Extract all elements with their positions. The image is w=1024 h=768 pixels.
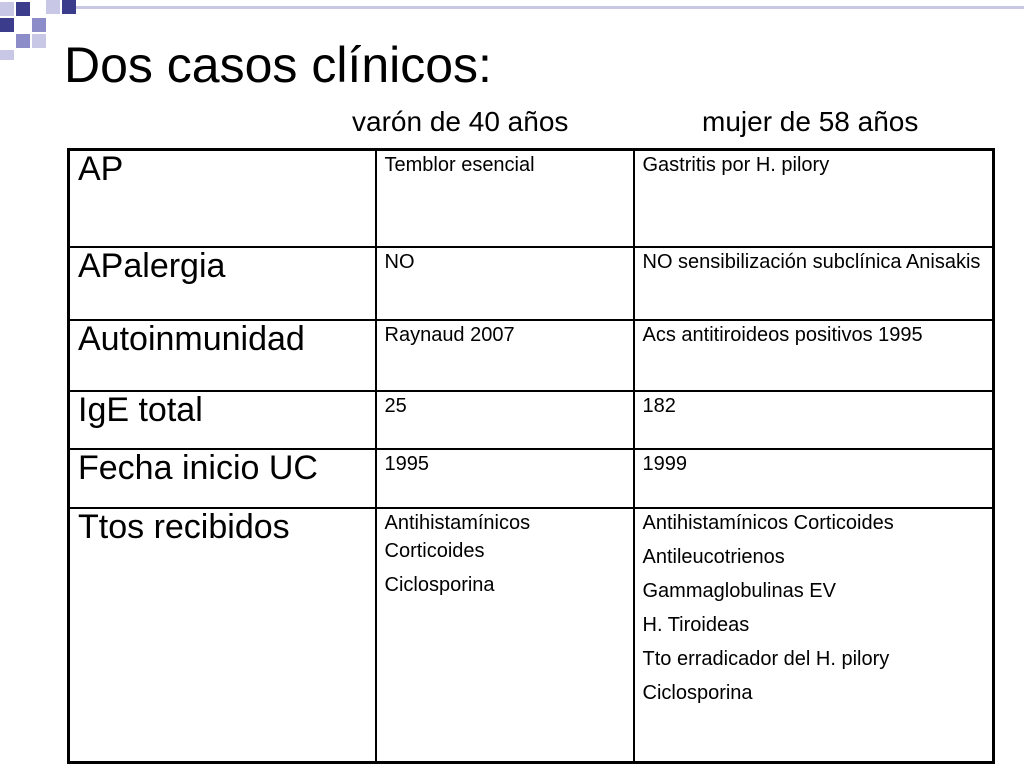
cell-line: H. Tiroideas xyxy=(642,613,750,636)
case-1-cell xyxy=(376,247,634,320)
decor-square xyxy=(0,2,14,16)
cell-line: Antihistamínicos Corticoides xyxy=(642,511,894,534)
case-2-cell xyxy=(634,449,994,508)
decor-square xyxy=(16,2,30,16)
case-2-header: mujer de 58 años xyxy=(702,106,919,137)
table-row xyxy=(69,508,994,763)
decor-square xyxy=(32,34,46,48)
case-2-cell xyxy=(634,508,994,763)
case-2-cell xyxy=(634,150,994,247)
row-label: APalergia xyxy=(69,247,376,320)
cell-line: 1995 xyxy=(384,452,429,475)
cell-line: Antihistamínicos Corticoides xyxy=(384,511,531,562)
decor-square xyxy=(46,0,60,14)
cell-line: Ciclosporina xyxy=(384,573,495,596)
case-1-cell xyxy=(376,508,634,763)
case-1-cell xyxy=(376,320,634,391)
row-label: Autoinmunidad xyxy=(69,320,376,391)
cell-line: Tto erradicador del H. pilory xyxy=(642,647,890,670)
case-2-cell xyxy=(634,391,994,449)
row-label: Fecha inicio UC xyxy=(69,449,376,508)
cell-line: Antileucotrienos xyxy=(642,545,785,568)
cell-line: Ciclosporina xyxy=(642,681,753,704)
slide-title: Dos casos clínicos: xyxy=(64,37,492,93)
decor-square xyxy=(0,50,14,60)
decor-square xyxy=(16,34,30,48)
table-row xyxy=(69,320,994,391)
case-2-cell xyxy=(634,247,994,320)
top-rule xyxy=(76,6,1024,9)
table-row xyxy=(69,391,994,449)
row-label: Ttos recibidos xyxy=(69,508,376,763)
cases-table xyxy=(67,148,995,764)
cell-line: NO sensibilización subclínica Anisakis xyxy=(642,250,981,273)
cell-line: Acs antitiroideos positivos 1995 xyxy=(642,323,923,346)
cell-line: 1999 xyxy=(642,452,687,475)
case-2-cell xyxy=(634,320,994,391)
cell-line: NO xyxy=(384,250,415,273)
table-row xyxy=(69,449,994,508)
table-row xyxy=(69,247,994,320)
cell-line: Gammaglobulinas EV xyxy=(642,579,836,602)
cell-line: 25 xyxy=(384,394,407,417)
cell-line: Gastritis por H. pilory xyxy=(642,154,830,176)
cell-line: Raynaud 2007 xyxy=(384,323,515,346)
cell-line: 182 xyxy=(642,394,676,417)
decor-square xyxy=(0,18,14,32)
case-1-cell xyxy=(376,150,634,247)
decor-square xyxy=(32,18,46,32)
cell-line: Temblor esencial xyxy=(384,154,535,176)
decor-square xyxy=(62,0,76,14)
row-label: AP xyxy=(69,150,376,247)
row-label: IgE total xyxy=(69,391,376,449)
case-1-cell xyxy=(376,391,634,449)
case-1-header: varón de 40 años xyxy=(352,106,569,137)
case-1-cell xyxy=(376,449,634,508)
table-row xyxy=(69,150,994,247)
